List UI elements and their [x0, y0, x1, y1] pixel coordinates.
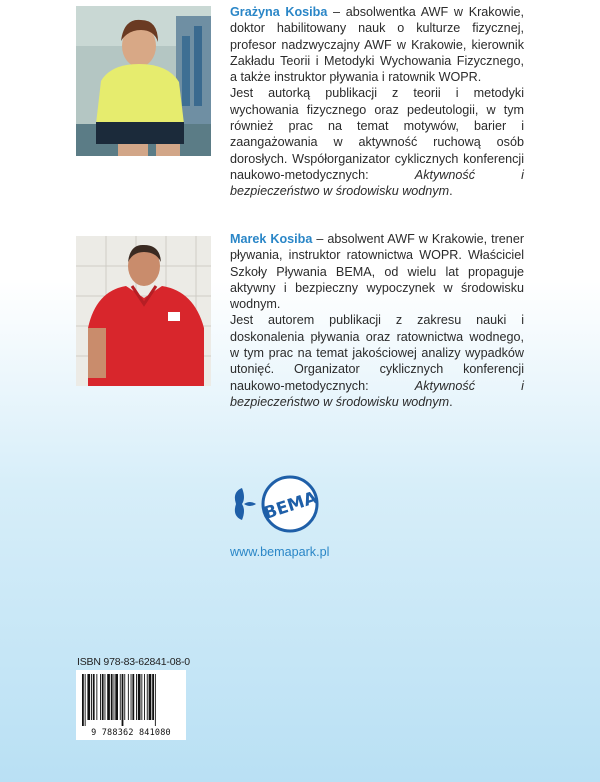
barcode-bar: [128, 674, 129, 720]
barcode-bar: [131, 674, 132, 720]
author-photo-grazyna: [76, 6, 211, 156]
website-link[interactable]: www.bemapark.pl: [230, 545, 330, 559]
author-name: Marek Kosiba: [230, 232, 313, 246]
barcode-bar: [93, 674, 95, 720]
barcode-bar: [100, 674, 101, 720]
barcode-bar: [85, 674, 86, 726]
author-bio-marek: [230, 231, 524, 410]
barcode-bar: [102, 674, 104, 720]
barcode-bar: [91, 674, 92, 720]
barcode-bar: [144, 674, 145, 720]
barcode-digits: 9 788362 841080: [91, 728, 171, 738]
isbn-number: ISBN 978-83-62841-08-0: [77, 656, 190, 668]
barcode-bar: [122, 674, 124, 726]
barcode-bar: [138, 674, 141, 720]
bio-paragraph: [230, 231, 524, 312]
barcode-bar: [141, 674, 142, 720]
isbn-barcode: [76, 670, 186, 740]
barcode-bar: [96, 674, 97, 720]
logo-text: BEMA: [261, 487, 320, 524]
bio-text: – absolwentka AWF w Krakowie, doktor habilitowany nauk o kulturze fizycznej, profesor nadzwyczajny AWF w Krakowie, kierownik Zakładu Teorii i Metodyki Wychowania Fizycznego, a także instruktor pływania i ratownik WOPR.: [230, 5, 525, 85]
barcode-bar: [114, 674, 115, 720]
barcode-bar: [124, 674, 125, 720]
author-photo-marek: [76, 236, 211, 386]
barcode-bar: [107, 674, 110, 720]
barcode-bar: [149, 674, 152, 720]
barcode-bar: [155, 674, 156, 726]
conference-title: Aktywność i bezpieczeństwo w środowisku wodnym: [230, 378, 524, 409]
bio-text: .: [449, 394, 453, 409]
barcode-bar: [115, 674, 118, 720]
author-bio-grazyna: [230, 4, 524, 200]
barcode-bar: [152, 674, 154, 720]
barcode-bar: [105, 674, 106, 720]
barcode-bar: [147, 674, 148, 720]
barcode-bar: [136, 674, 137, 720]
conference-title: Aktywność i bezpieczeństwo w środowisku wodnym: [230, 167, 524, 199]
barcode-bar: [87, 674, 90, 720]
bio-text: – absolwent AWF w Krakowie, trener pływania, instruktor ratownictwa WOPR. Właściciel Szkoły Pływania BEMA, od wielu lat propaguje aktywny i bezpieczny wypoczynek w środowisku wodnym.: [230, 232, 525, 312]
bio-paragraph: [230, 4, 524, 85]
bema-logo: [232, 474, 324, 534]
barcode-bar: [132, 674, 134, 720]
bio-paragraph: [230, 312, 524, 410]
bio-text: .: [449, 184, 453, 199]
bio-text: Jest autorką publikacji z teorii i metodyki wychowania fizycznego oraz pedeutologii, w tym również prac na temat motywów, barier i zaangażowania w aktywność ruchową osób dorosłych. Współorganizator cyklicznych konferencji naukowo-metodycznych:: [230, 86, 524, 182]
author-name: Grażyna Kosiba: [230, 5, 328, 19]
barcode-bar: [82, 674, 84, 726]
bio-paragraph: [230, 85, 524, 199]
barcode-bar: [120, 674, 121, 720]
barcode-bar: [111, 674, 113, 720]
bio-text: Jest autorem publikacji z zakresu nauki i doskonalenia pływania oraz ratownictwa wodnego, w tym prac na temat jakościowej analizy wypadków utonięć. Organizator cyklicznych konferencji naukowo-metodycznych:: [230, 313, 524, 393]
